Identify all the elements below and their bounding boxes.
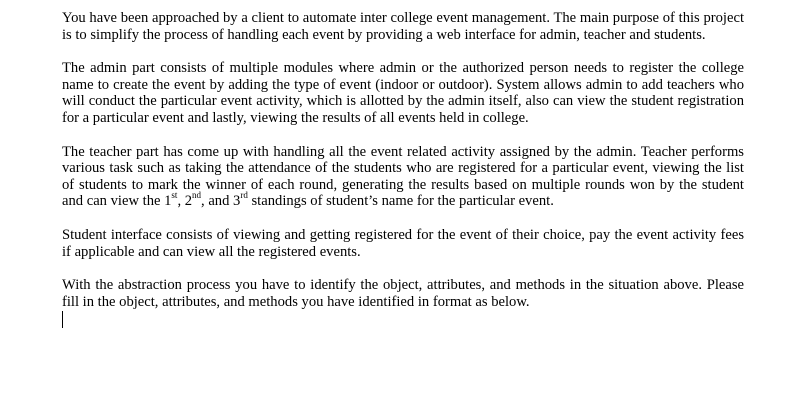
paragraph-abstraction: With the abstraction process you have to identify the object, attributes, and methods in the situation above. Please fill in the object, attributes, and methods you have identified in format as below. [62,277,744,310]
text-cursor [62,311,63,328]
superscript-rd: rd [240,190,248,201]
teacher-text-3: , and 3 [201,193,241,210]
superscript-nd: nd [192,190,202,201]
superscript-st: st [171,190,178,201]
paragraph-admin: The admin part consists of multiple modules where admin or the authorized person needs to register the college name to create the event by adding the type of event (indoor or outdoor). System allows admin to add teachers who will conduct the particular event activity, which is allotted by the admin itself, also can view the student registration for a particular event and lastly, viewing the results of all events held in college. [62,60,744,126]
document-body[interactable] [62,10,744,328]
teacher-text-2: , 2 [177,193,193,210]
paragraph-intro: You have been approached by a client to automate inter college event management. The main purpose of this project is to simplify the process of handling each event by providing a web interface for admin, teacher and students. [62,10,744,43]
teacher-text-1: The teacher part has come up with handling all the event related activity assigned by the admin. Teacher performs various task such as taking the attendance of the students who are registered for a particular event, viewing the list of students to mark the winner of each round, generating the results based on multiple rounds won by the student and can view the 1 [62,143,744,210]
paragraph-teacher [62,144,744,210]
teacher-text-4: standings of student’s name for the particular event. [247,193,554,210]
paragraph-student: Student interface consists of viewing and getting registered for the event of their choice, pay the event activity fees if applicable and can view all the registered events. [62,226,744,260]
